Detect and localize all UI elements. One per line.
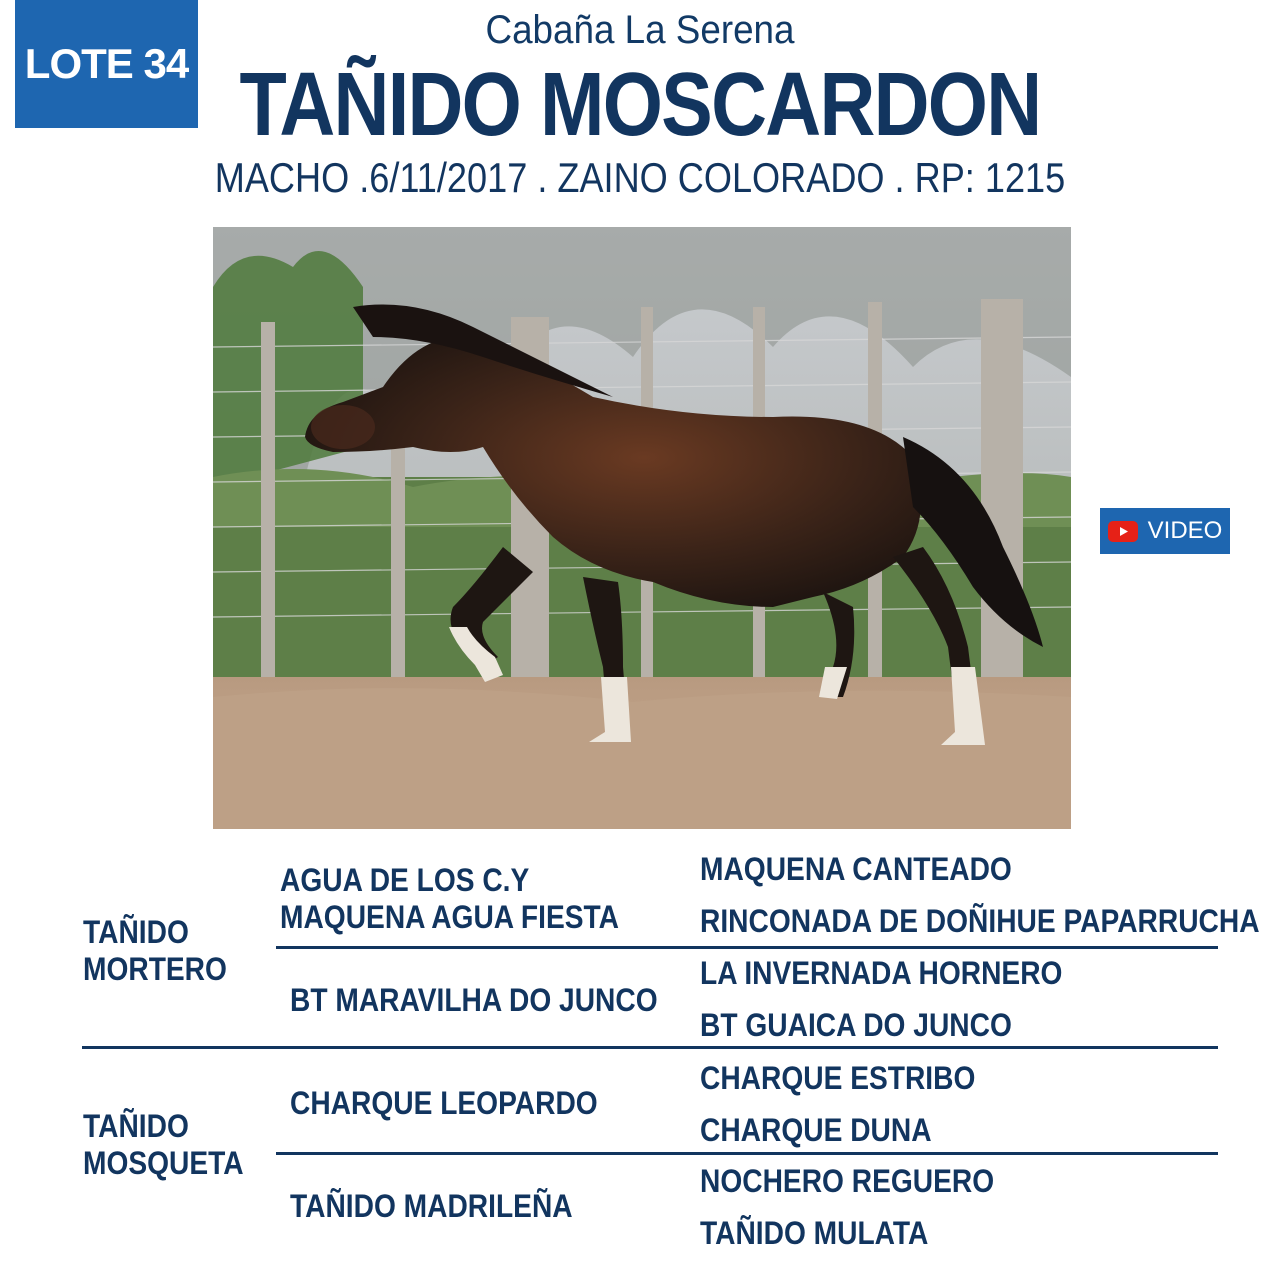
sire-line1: TAÑIDO <box>83 914 189 950</box>
great-grandparent: MAQUENA CANTEADO <box>700 851 1012 887</box>
video-button-label: VIDEO <box>1147 517 1223 544</box>
great-grandparent: TAÑIDO MULATA <box>700 1215 929 1251</box>
sire-sire-line2: MAQUENA AGUA FIESTA <box>280 898 619 935</box>
sire-name <box>83 914 227 988</box>
video-button[interactable] <box>1100 508 1230 554</box>
great-grandparent: CHARQUE ESTRIBO <box>700 1060 976 1096</box>
pedigree-divider <box>276 946 1218 949</box>
great-grandparent: BT GUAICA DO JUNCO <box>700 1007 1012 1043</box>
dam-name <box>83 1108 244 1182</box>
great-grandparent: NOCHERO REGUERO <box>700 1163 995 1199</box>
horse-name-title: TAÑIDO MOSCARDON <box>239 55 1041 155</box>
sire-sire-name <box>280 862 619 936</box>
dam-line1: TAÑIDO <box>83 1108 189 1144</box>
great-grandparent: CHARQUE DUNA <box>700 1112 932 1148</box>
great-grandparent: LA INVERNADA HORNERO <box>700 955 1063 991</box>
horse-details: MACHO .6/11/2017 . ZAINO COLORADO . RP: 1215 <box>214 154 1066 201</box>
dam-sire-name: CHARQUE LEOPARDO <box>290 1085 598 1121</box>
breeder-name: Cabaña La Serena <box>485 8 795 52</box>
lot-label: LOTE 34 <box>24 40 189 87</box>
dam-line2: MOSQUETA <box>83 1144 244 1181</box>
play-icon <box>1108 521 1138 542</box>
pedigree-divider <box>276 1152 1218 1155</box>
dam-dam-name: TAÑIDO MADRILEÑA <box>290 1188 573 1224</box>
sire-dam-name: BT MARAVILHA DO JUNCO <box>290 982 658 1018</box>
sire-line2: MORTERO <box>83 950 227 987</box>
pedigree-divider <box>82 1046 1218 1049</box>
sire-sire-line1: AGUA DE LOS C.Y <box>280 862 530 898</box>
great-grandparent: RINCONADA DE DOÑIHUE PAPARRUCHA <box>700 903 1260 939</box>
horse-photo <box>213 227 1071 829</box>
